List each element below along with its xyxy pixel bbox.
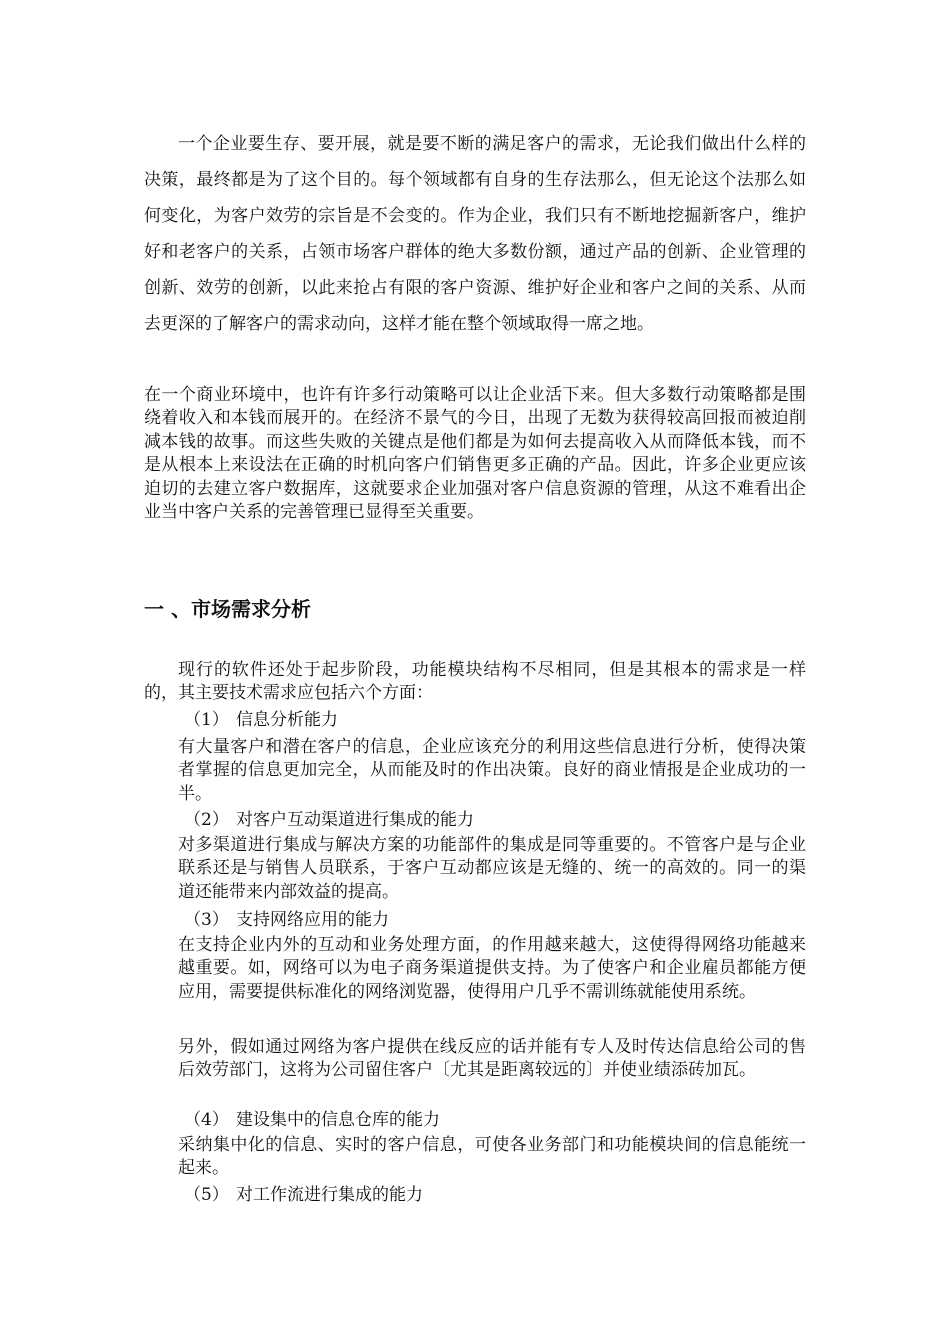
list-item-4-title: 建设集中的信息仓库的能力 — [236, 1110, 440, 1130]
list-item-5-number: （5） — [184, 1185, 229, 1205]
list-item-3-body-continued: 另外，假如通过网络为客户提供在线反应的话并能有专人及时传达信息给公司的售后效劳部门，这将为公司留住客户〔尤其是距离较远的〕并使业绩添砖加瓦。 — [178, 1037, 806, 1081]
list-item-1-number: （1） — [184, 710, 229, 730]
list-item-1-title: 信息分析能力 — [236, 710, 338, 730]
section-heading: 一 、市场需求分析 — [144, 597, 311, 621]
list-item-5-title: 对工作流进行集成的能力 — [236, 1185, 423, 1205]
list-item-4-title-row — [178, 1109, 806, 1132]
intro-paragraph-2: 在一个商业环境中，也许有许多行动策略可以让企业活下来。但大多数行动策略都是围绕着收入和本钱而展开的。在经济不景气的今日，出现了无数为获得较高回报而被迫削减本钱的故事。而这些失败的关键点是他们都是为如何去提高收入从而降低本钱，而不是从根本上来设法在正确的时机向客户们销售更多正确的产品。因此，许多企业更应该迫切的去建立客户数据库，这就要求企业加强对客户信息资源的管理，从这不难看出企业当中客户关系的完善管理已显得至关重要。 — [144, 385, 806, 523]
list-item-2-number: （2） — [184, 810, 229, 830]
list-item-3-body: 在支持企业内外的互动和业务处理方面，的作用越来越大，这使得得网络功能越来越重要。如，网络可以为电子商务渠道提供支持。为了使客户和企业雇员都能方便应用，需要提供标准化的网络浏览器，使得用户几乎不需训练就能使用系统。 — [178, 935, 806, 1002]
list-item-1-body: 有大量客户和潜在客户的信息，企业应该充分的利用这些信息进行分析，使得决策者掌握的信息更加完全，从而能及时的作出决策。良好的商业情报是企业成功的一半。 — [178, 737, 806, 804]
section-lead-paragraph: 现行的软件还处于起步阶段，功能模块结构不尽相同，但是其根本的需求是一样的，其主要技术需求应包括六个方面： — [144, 660, 806, 704]
list-item-3-title: 支持网络应用的能力 — [236, 910, 389, 930]
list-item-2-body: 对多渠道进行集成与解决方案的功能部件的集成是同等重要的。不管客户是与企业联系还是与销售人员联系，于客户互动都应该是无缝的、统一的高效的。同一的渠道还能带来内部效益的提高。 — [178, 835, 806, 902]
list-item-5-title-row — [178, 1184, 806, 1207]
list-item-3-title-row — [178, 909, 806, 932]
list-item-2-title-row — [178, 809, 806, 832]
list-item-4-body: 采纳集中化的信息、实时的客户信息，可使各业务部门和功能模块间的信息能统一起来。 — [178, 1135, 806, 1179]
list-item-2-title: 对客户互动渠道进行集成的能力 — [236, 810, 474, 830]
intro-paragraph-1: 一个企业要生存、要开展，就是要不断的满足客户的需求，无论我们做出什么样的决策，最终都是为了这个目的。每个领域都有自身的生存法那么，但无论这个法那么如何变化，为客户效劳的宗旨是不会变的。作为企业，我们只有不断地挖掘新客户，维护好和老客户的关系，占领市场客户群体的绝大多数份额，通过产品的创新、企业管理的创新、效劳的创新，以此来抢占有限的客户资源、维护好企业和客户之间的关系、从而去更深的了解客户的需求动向，这样才能在整个领域取得一席之地。 — [144, 134, 806, 334]
list-item-1-title-row — [178, 709, 806, 732]
list-item-3-number: （3） — [184, 910, 229, 930]
list-item-4-number: （4） — [184, 1110, 229, 1130]
